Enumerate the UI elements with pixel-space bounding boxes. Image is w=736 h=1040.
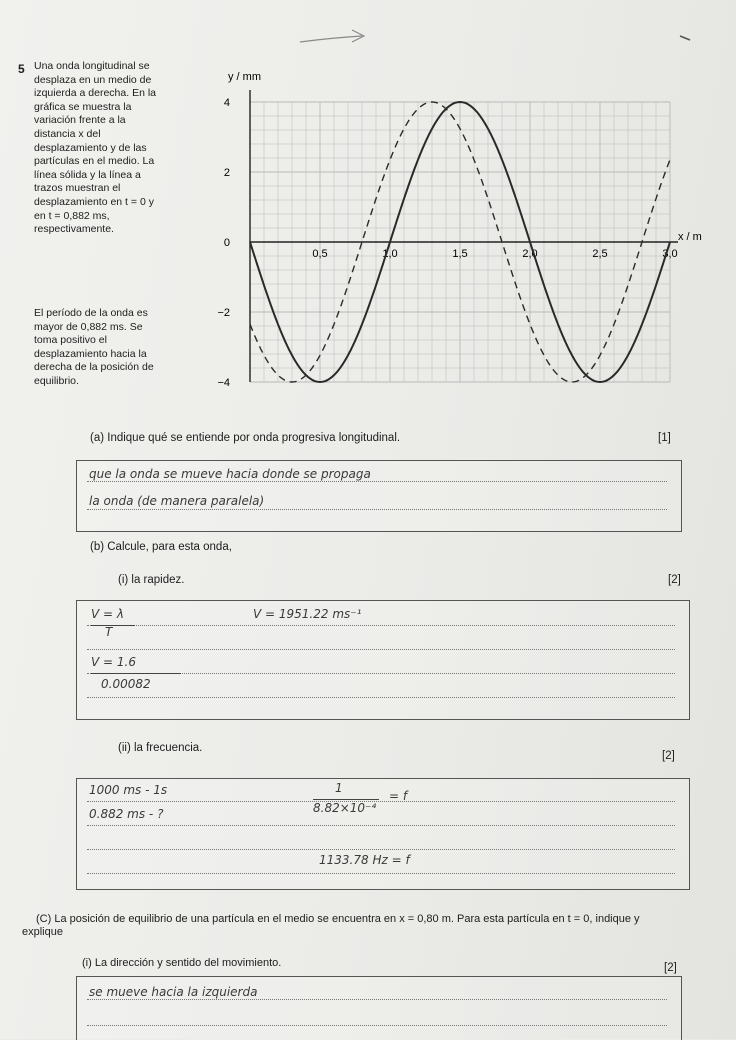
y-tick-label: 2 (223, 167, 230, 179)
part-a-answer-line-2: la onda (de manera paralela) (89, 494, 265, 508)
part-b-ii-result: 1133.78 Hz = f (319, 853, 410, 867)
stem-line: línea sólida y la línea a (34, 168, 141, 181)
y-tick-label: 4 (223, 97, 230, 109)
wave-graph (0, 0, 736, 400)
part-b-i-formula-top: V = λ (91, 607, 124, 621)
part-c-prompt-cont: explique (22, 926, 63, 938)
x-tick-label: 1,0 (382, 248, 398, 260)
stem-line: toma positivo el (34, 334, 107, 347)
part-c-i-answer: se mueve hacia la izquierda (89, 985, 258, 999)
part-b-i-substitution-top: V = 1.6 (91, 655, 136, 669)
part-c-i-marks: [2] (664, 962, 677, 974)
part-a-prompt: (a) Indique qué se entiende por onda progresiva longitudinal. (90, 432, 401, 444)
part-b-prompt: (b) Calcule, para esta onda, (90, 541, 232, 553)
part-b-i-label: (i) la rapidez. (118, 574, 185, 586)
part-b-i-substitution-bottom: 0.00082 (101, 677, 151, 691)
stem-line: variación frente a la (34, 114, 126, 127)
stem-line: partículas en el medio. La (34, 155, 155, 168)
part-b-i-result: V = 1951.22 ms⁻¹ (253, 607, 362, 621)
stem-line: izquierda a derecha. En la (34, 87, 156, 100)
part-b-ii-marks: [2] (662, 750, 675, 762)
x-axis-label: x / m (678, 231, 702, 243)
part-b-ii-answer-box[interactable] (76, 778, 690, 890)
y-tick-label: 0 (223, 237, 230, 249)
part-b-i-answer-box[interactable] (76, 600, 690, 720)
part-a-answer-box[interactable] (76, 460, 682, 532)
part-b-ii-line-1: 1000 ms - 1s (89, 783, 168, 797)
stem-line: gráfica se muestra la (34, 100, 132, 113)
question-number: 5 (18, 62, 25, 76)
stem-line: desplazamiento hacia la (34, 347, 147, 360)
part-b-ii-fraction-top: 1 (335, 781, 343, 795)
stem-line: derecha de la posición de (34, 361, 154, 374)
part-a-marks: [1] (658, 432, 671, 444)
stem-line: mayor de 0,882 ms. Se (34, 320, 143, 333)
stem-line: desplazamiento en t = 0 y (34, 195, 154, 208)
stem-line: El período de la onda es (34, 307, 148, 319)
stem-line: trazos muestran el (34, 182, 121, 195)
y-tick-label: −4 (217, 377, 230, 389)
stem-line: equilibrio. (34, 374, 79, 387)
part-b-i-marks: [2] (668, 574, 681, 586)
y-tick-label: −2 (217, 307, 230, 319)
x-tick-label: 2,5 (592, 248, 608, 260)
x-tick-label: 3,0 (662, 248, 678, 260)
part-c-i-answer-box[interactable] (76, 976, 682, 1040)
stem-line: distancia x del (34, 127, 101, 140)
stem-line: desplazamiento y de las (34, 141, 147, 154)
part-c-i-label: (i) La dirección y sentido del movimiento. (82, 957, 282, 969)
x-tick-label: 1,5 (452, 248, 468, 260)
x-tick-label: 0,5 (312, 248, 328, 260)
part-a-answer-line-1: que la onda se mueve hacia donde se propaga (89, 467, 371, 481)
x-tick-label: 2,0 (522, 248, 538, 260)
part-c-prompt: (C) La posición de equilibrio de una partícula en el medio se encuentra en x = 0,80 m. Para esta partícula en t = 0, indique y (36, 913, 640, 925)
part-b-ii-fraction-bottom: 8.82×10⁻⁴ (313, 801, 377, 815)
part-b-i-formula-bottom: T (105, 625, 113, 639)
stem-line: en t = 0,882 ms, (34, 209, 110, 222)
pencil-arrow-mark (0, 0, 736, 60)
stem-line: desplaza en un medio de (34, 73, 152, 86)
stem-line: respectivamente. (34, 223, 114, 236)
part-b-ii-equals-f: = f (389, 789, 408, 803)
y-axis-label: y / mm (228, 71, 261, 83)
part-b-ii-line-2: 0.882 ms - ? (89, 807, 164, 821)
part-b-ii-label: (ii) la frecuencia. (118, 742, 203, 754)
stem-line: Una onda longitudinal se (34, 60, 150, 72)
